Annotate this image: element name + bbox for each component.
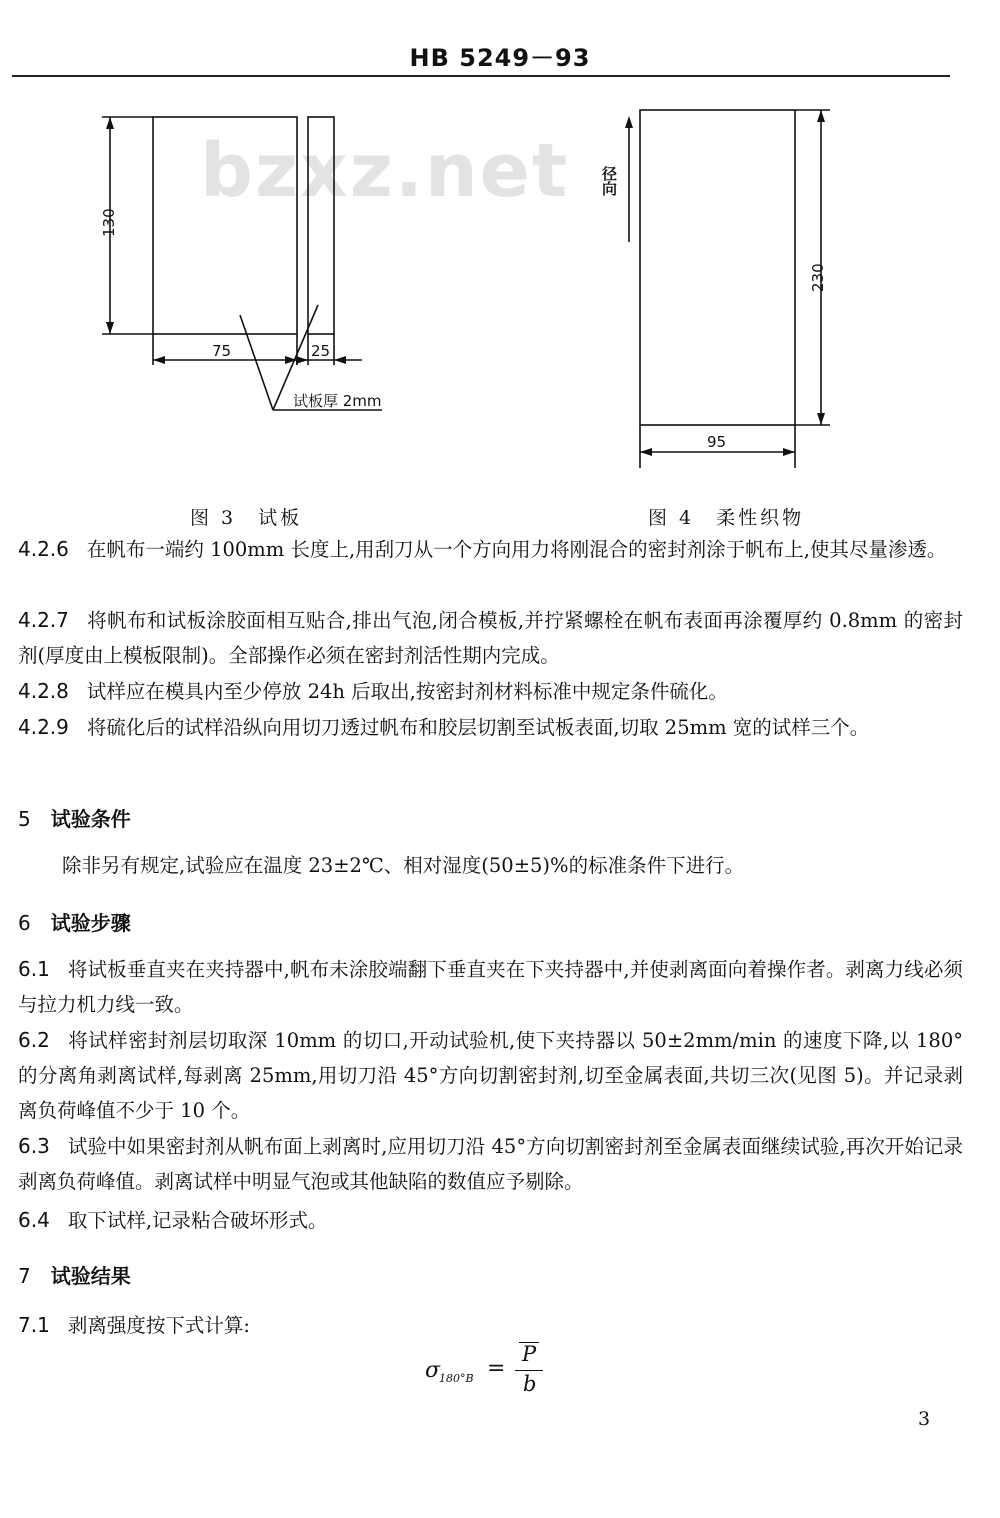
formula-denominator: b [523, 1372, 537, 1396]
clause-number: 6.2 [18, 1028, 50, 1052]
section-number: 6 [18, 911, 31, 935]
clause-number: 6.3 [18, 1134, 50, 1158]
clause-text: 剥离强度按下式计算: [67, 1314, 250, 1337]
formula-equals: = [487, 1356, 506, 1381]
fig3-plate-width-dimension: 75 [212, 342, 232, 360]
figure-3-caption: 图 3 试板 [190, 507, 303, 529]
clause-6-3 [18, 1129, 963, 1199]
figure-4-flexible-fabric [595, 100, 855, 475]
clause-number: 4.2.6 [18, 537, 69, 561]
section-title: 试验条件 [50, 807, 131, 831]
page-number: 3 [918, 1408, 931, 1430]
watermark: bzxz.net [200, 128, 570, 214]
section-5-text: 除非另有规定,试验应在温度 23±2℃、相对湿度(50±5)%的标准条件下进行。 [62, 854, 745, 877]
clause-number: 4.2.9 [18, 715, 69, 739]
plate-front-view [153, 117, 297, 334]
figure-3-test-plate [90, 105, 420, 435]
clause-4-2-6 [18, 532, 963, 567]
plate-side-view [308, 117, 334, 334]
clause-text: 在帆布一端约 100mm 长度上,用刮刀从一个方向用力将刚混合的密封剂涂于帆布上,使其尽量渗透。 [86, 538, 947, 561]
clause-7-1 [18, 1308, 963, 1343]
clause-6-1 [18, 952, 963, 1022]
fig4-width-dimension: 95 [707, 433, 727, 451]
formula-subscript: 180°B [439, 1372, 474, 1385]
clause-text: 将帆布和试板涂胶面相互贴合,排出气泡,闭合模板,并拧紧螺栓在帆布表面再涂覆厚约 0.8mm 的密封剂(厚度由上模板限制)。全部操作必须在密封剂活性期内完成。 [18, 609, 963, 667]
section-7-heading [18, 1260, 131, 1289]
clause-number: 6.1 [18, 957, 50, 981]
section-number: 7 [18, 1264, 31, 1288]
formula-sigma: σ [425, 1358, 441, 1383]
formula-fraction-bar [515, 1370, 543, 1371]
section-number: 5 [18, 807, 31, 831]
section-title: 试验步骤 [50, 911, 131, 935]
clause-6-2 [18, 1023, 963, 1128]
section-6-heading [18, 907, 131, 936]
header-rule [12, 75, 950, 77]
fig3-height-dimension: 130 [100, 208, 118, 237]
clause-number: 4.2.7 [18, 608, 69, 632]
clause-number: 6.4 [18, 1208, 50, 1232]
clause-number: 7.1 [18, 1313, 50, 1337]
fig4-direction-label: 径向 [600, 166, 618, 196]
clause-4-2-9 [18, 710, 963, 745]
fig4-height-dimension: 230 [809, 263, 827, 292]
document-header-title: HB 5249－93 [409, 44, 591, 72]
figure-4-caption: 图 4 柔性织物 [648, 507, 805, 529]
clause-text: 试样应在模具内至少停放 24h 后取出,按密封剂材料标准中规定条件硫化。 [86, 680, 728, 703]
fig3-side-width-dimension: 25 [311, 342, 331, 360]
section-5-heading [18, 803, 131, 832]
clause-text: 将试样密封剂层切取深 10mm 的切口,开动试验机,使下夹持器以 50±2mm/min 的速度下降,以 180°的分离角剥离试样,每剥离 25mm,用切刀沿 45°方向切割密封剂,切至金属表面,共切三次(见图 5)。并记录剥离负荷峰值不少于 10 个。 [18, 1029, 963, 1122]
clause-6-4 [18, 1203, 963, 1238]
clause-4-2-7 [18, 603, 963, 673]
clause-number: 4.2.8 [18, 679, 69, 703]
clause-4-2-8 [18, 674, 963, 709]
formula-numerator: P [522, 1342, 537, 1366]
fabric-outline [640, 110, 795, 425]
fig3-thickness-label: 试板厚 2mm [293, 392, 382, 410]
clause-text: 将硫化后的试样沿纵向用切刀透过帆布和胶层切割至试板表面,切取 25mm 宽的试样三个。 [86, 716, 870, 739]
clause-text: 将试板垂直夹在夹持器中,帆布未涂胶端翻下垂直夹在下夹持器中,并使剥离面向着操作者。剥离力线必须与拉力机力线一致。 [18, 958, 963, 1016]
clause-text: 取下试样,记录粘合破坏形式。 [67, 1209, 328, 1232]
section-title: 试验结果 [50, 1264, 131, 1288]
clause-text: 试验中如果密封剂从帆布面上剥离时,应用切刀沿 45°方向切割密封剂至金属表面继续试验,再次开始记录剥离负荷峰值。剥离试样中明显气泡或其他缺陷的数值应予剔除。 [18, 1135, 963, 1193]
peel-strength-formula [425, 1340, 565, 1400]
